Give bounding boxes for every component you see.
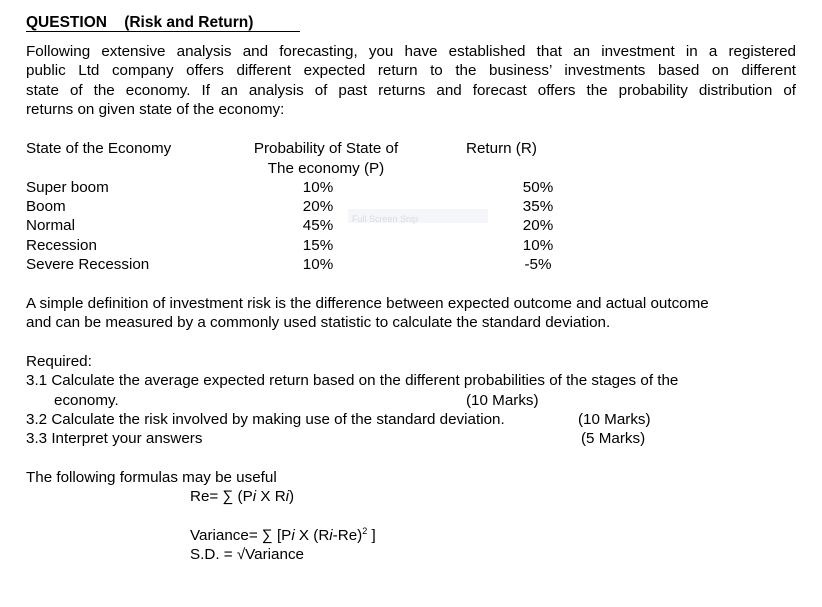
formulas-intro: The following formulas may be useful bbox=[26, 469, 277, 486]
formula-text: Variance= ∑ [P bbox=[190, 527, 292, 544]
row-state: Normal bbox=[26, 217, 75, 234]
question-3-1-marks: (10 Marks) bbox=[466, 392, 539, 409]
formula-text: Re= ∑ (P bbox=[190, 488, 253, 505]
question-3-1: 3.1 Calculate the average expected return based on the different probabilities of the stages of the bbox=[26, 372, 679, 389]
question-label: QUESTION bbox=[26, 14, 107, 31]
row-probability: 10% bbox=[302, 256, 334, 273]
header-probability-line1: Probability of State of bbox=[253, 140, 399, 157]
standard-deviation-formula: S.D. = √Variance bbox=[190, 546, 304, 563]
row-return: 35% bbox=[522, 198, 554, 215]
row-return: 20% bbox=[522, 217, 554, 234]
header-probability-line2: The economy (P) bbox=[267, 160, 385, 177]
snip-watermark bbox=[348, 209, 488, 223]
intro-line: public Ltd company offers different expected return to the business’ investments based on different bbox=[26, 62, 796, 80]
row-state: Recession bbox=[26, 237, 97, 254]
question-topic: (Risk and Return) bbox=[124, 14, 254, 31]
header-return: Return (R) bbox=[466, 140, 537, 157]
question-3-3-marks: (5 Marks) bbox=[581, 430, 646, 447]
row-return: 50% bbox=[522, 179, 554, 196]
expected-return-formula bbox=[190, 487, 294, 506]
intro-paragraph bbox=[26, 42, 796, 119]
formula-subscript: i bbox=[329, 527, 333, 544]
row-return: -5% bbox=[524, 256, 552, 273]
formula-exponent: 2 bbox=[362, 526, 368, 536]
formula-subscript: i bbox=[285, 488, 290, 505]
question-3-2: 3.2 Calculate the risk involved by making use of the standard deviation. bbox=[26, 411, 505, 428]
row-state: Boom bbox=[26, 198, 66, 215]
heading-underline bbox=[26, 31, 300, 32]
formula-subscript: i bbox=[291, 527, 295, 544]
row-state: Severe Recession bbox=[26, 256, 150, 273]
formula-text: ) bbox=[289, 488, 295, 505]
definition-line: and can be measured by a commonly used statistic to calculate the standard deviation. bbox=[26, 314, 611, 331]
formula-text: ] bbox=[367, 527, 376, 544]
formula-subscript: i bbox=[252, 488, 257, 505]
required-label: Required: bbox=[26, 353, 92, 370]
question-3-3: 3.3 Interpret your answers bbox=[26, 430, 203, 447]
row-probability: 15% bbox=[302, 237, 334, 254]
formula-text: X (R bbox=[294, 527, 330, 544]
header-state: State of the Economy bbox=[26, 140, 172, 157]
snip-watermark-text: Full Screen Snip bbox=[352, 214, 419, 224]
row-probability: 10% bbox=[302, 179, 334, 196]
row-state: Super boom bbox=[26, 179, 109, 196]
definition-line: A simple definition of investment risk is the difference between expected outcome and actual outcome bbox=[26, 295, 709, 312]
intro-line: state of the economy. If an analysis of past returns and forecast offers the probability distribution of bbox=[26, 81, 796, 99]
row-probability: 45% bbox=[302, 217, 334, 234]
intro-line: Following extensive analysis and forecasting, you have established that an investment in a registered bbox=[26, 43, 796, 60]
question-3-2-marks: (10 Marks) bbox=[578, 411, 651, 428]
question-heading bbox=[26, 13, 253, 32]
formula-text: -Re) bbox=[332, 527, 363, 544]
formula-text: X R bbox=[256, 488, 286, 505]
row-probability: 20% bbox=[302, 198, 334, 215]
intro-line: returns on given state of the economy: bbox=[26, 100, 285, 118]
variance-formula bbox=[190, 526, 376, 545]
question-3-1-continued: economy. bbox=[54, 392, 119, 409]
row-return: 10% bbox=[522, 237, 554, 254]
